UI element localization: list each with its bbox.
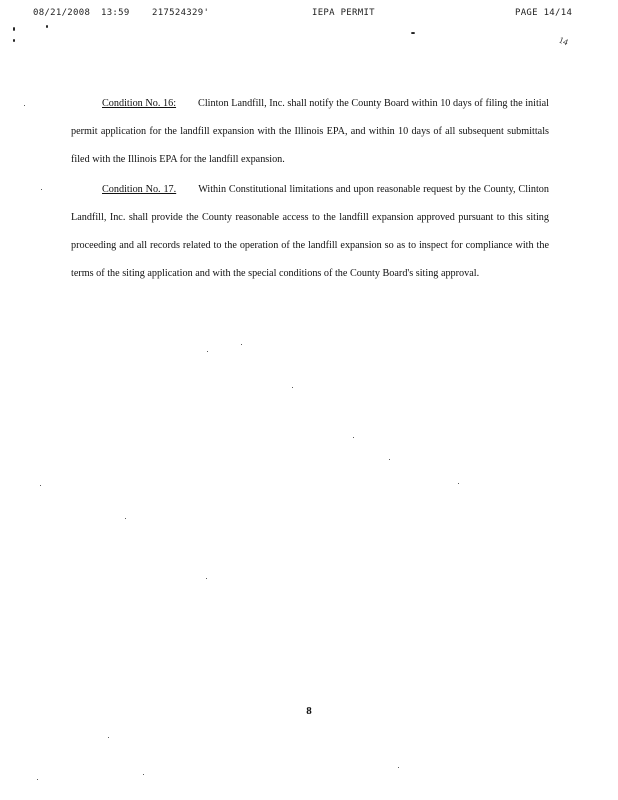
page-number: 8 xyxy=(306,705,312,717)
scan-speck xyxy=(241,344,242,345)
scan-speck xyxy=(389,459,390,460)
scan-speck xyxy=(143,774,144,775)
condition-17-paragraph xyxy=(71,176,549,288)
scan-speck xyxy=(46,25,48,28)
condition-16-label: Condition No. 16: xyxy=(102,98,177,109)
handwritten-page-mark: 14 xyxy=(557,34,570,48)
condition-16-text: Clinton Landfill, Inc. shall notify the County Board within 10 days of filing the initial permit application for the landfill expansion with the Illinois EPA, and within 10 days of all subsequent submittals filed with the Illinois EPA for the landfill expansion. xyxy=(71,98,549,165)
scan-speck xyxy=(41,189,42,190)
fax-date: 08/21/2008 xyxy=(33,8,91,18)
condition-17-text: Within Constitutional limitations and upon reasonable request by the County, Clinton Landfill, Inc. shall provide the County reasonable access to the landfill expansion approved pursuant to this siting proceeding and all records related to the operation of the landfill expansion so as to inspect for compliance with the terms of the siting application and with the special conditions of the County Board's siting approval. xyxy=(71,184,549,279)
scan-speck xyxy=(292,387,293,388)
scan-speck xyxy=(398,767,399,768)
fax-page-count: PAGE 14/14 xyxy=(515,8,573,18)
scan-speck xyxy=(24,105,25,106)
scan-speck xyxy=(458,483,459,484)
fax-phone: 217524329' xyxy=(152,8,210,18)
scan-speck xyxy=(13,27,15,31)
scan-speck xyxy=(13,39,15,42)
condition-16-paragraph xyxy=(71,90,549,174)
fax-time: 13:59 xyxy=(101,8,130,18)
fax-title: IEPA PERMIT xyxy=(312,8,375,18)
scan-speck xyxy=(206,578,207,579)
scan-speck xyxy=(207,351,208,352)
document-body xyxy=(71,90,549,290)
scan-speck xyxy=(125,518,126,519)
scan-speck xyxy=(411,32,415,34)
fax-header xyxy=(0,8,618,24)
scan-speck xyxy=(37,779,38,780)
scan-speck xyxy=(108,737,109,738)
scan-speck xyxy=(40,485,41,486)
scan-speck xyxy=(353,437,354,438)
condition-17-label: Condition No. 17. xyxy=(102,184,177,195)
